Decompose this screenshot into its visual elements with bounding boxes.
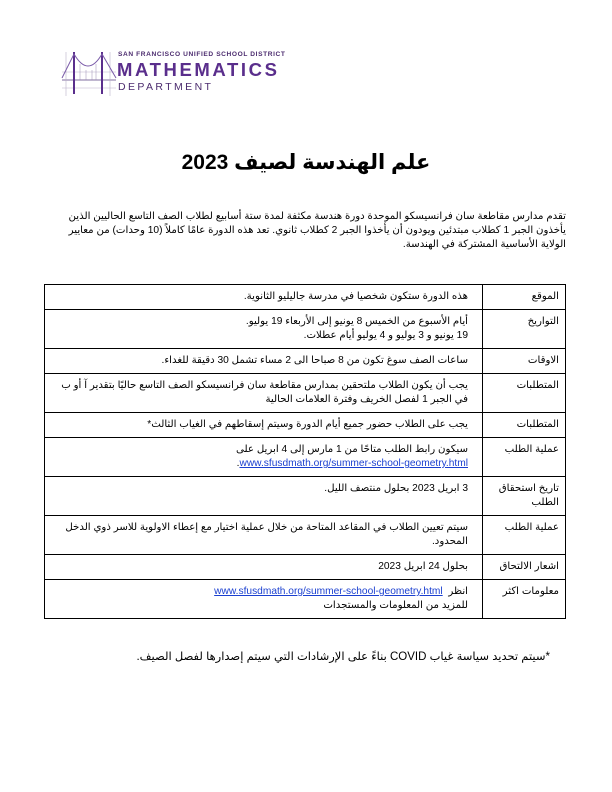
row-label: اشعار الالتحاق [483,555,566,580]
row-value-line: للمزيد من المعلومات والمستجدات [323,600,468,611]
row-value-prefix: انظر [448,586,468,597]
table-row [45,413,566,438]
table-row [45,349,566,374]
table-row [45,555,566,580]
table-row [45,310,566,349]
row-value: بحلول 24 ابريل 2023 [45,555,483,580]
row-value: 3 ابريل 2023 بحلول منتصف الليل. [45,477,483,516]
row-value: هذه الدورة ستكون شخصيا في مدرسة جاليليو الثانوية. [45,285,483,310]
row-label: المتطلبات [483,374,566,413]
department-logo [60,48,300,98]
row-value: يجب على الطلاب حضور جميع أيام الدورة وسيتم إسقاطهم في الغياب الثالث* [45,413,483,438]
row-value: يجب أن يكون الطلاب ملتحقين بمدارس مقاطعة سان فرانسيسكو الصف التاسع حاليًا بتقدير آ أو ب في الجبر 1 لفصل الخريف وفترة العلامات الحالية [45,374,483,413]
row-value-line: سيكون رابط الطلب متاحًا من 1 مارس إلى 4 ابريل على [236,444,468,455]
row-label: معلومات اكثر [483,580,566,619]
logo-department: DEPARTMENT [118,81,214,93]
table-row [45,477,566,516]
footnote: *سيتم تحديد سياسة غياب COVID بناءً على الإرشادات التي سيتم إصدارها لفصل الصيف. [136,651,550,663]
row-value: سيكون رابط الطلب متاحًا من 1 مارس إلى 4 ابريل على www.sfusdmath.org/summer-school-geometry.html. [45,438,483,477]
row-value [45,310,483,349]
table-row [45,374,566,413]
application-link[interactable]: www.sfusdmath.org/summer-school-geometry.html [239,458,468,469]
intro-paragraph: تقدم مدارس مقاطعة سان فرانسيسكو الموحدة دورة هندسة مكثفة لمدة ستة أسابيع لطلاب الصف التاسع الحاليين الذين يأخذون الجبر 1 كطلاب مبتدئين ويودون أن يأخذوا الجبر 2 كطلاب ثانوي. تعد هذه الدورة عامًا كاملاً (10 وحدات) من معايير الولاية الأساسية المشتركة في الهندسة. [68,211,566,250]
bridge-icon [60,48,118,98]
more-info-link[interactable]: www.sfusdmath.org/summer-school-geometry.html [214,586,443,597]
row-label: عملية الطلب [483,516,566,555]
row-value: ساعات الصف سوغ تكون من 8 صباحا الى 2 مساء تشمل 30 دقيقة للغداء. [45,349,483,374]
row-value [45,580,483,619]
row-label: عملية الطلب [483,438,566,477]
logo-district: SAN FRANCISCO UNIFIED SCHOOL DISTRICT [118,51,286,58]
table-row [45,438,566,477]
table-row [45,516,566,555]
table-row [45,285,566,310]
table-row [45,580,566,619]
page-title: علم الهندسة لصيف 2023 [181,151,431,174]
row-label: الاوقات [483,349,566,374]
row-label: المتطلبات [483,413,566,438]
logo-mathematics: MATHEMATICS [117,59,280,80]
row-label: الموقع [483,285,566,310]
row-value-line: أيام الأسبوع من الخميس 8 يونيو إلى الأربعاء 19 يوليو. [245,316,468,327]
row-value-line: 19 يونيو و 3 يوليو و 4 يوليو أيام عطلات. [303,330,468,341]
info-table [44,284,566,619]
row-value: سيتم تعيين الطلاب في المقاعد المتاحة من خلال عملية اختيار مع إعطاء الاولوية للاسر ذوي الدخل المحدود. [45,516,483,555]
row-label: تاريخ استحقاق الطلب [483,477,566,516]
row-label: التواريخ [483,310,566,349]
